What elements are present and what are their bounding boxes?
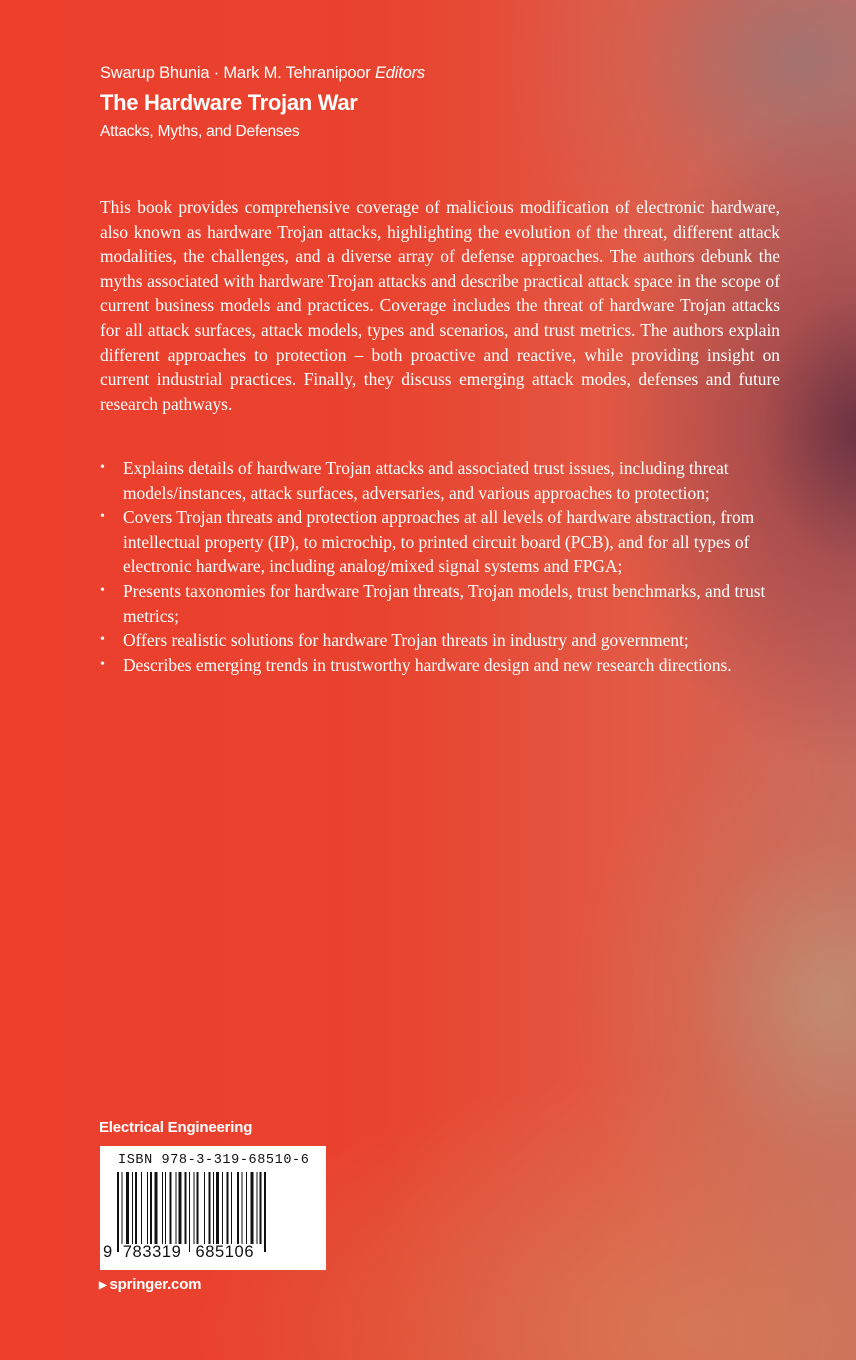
barcode-bar <box>170 1172 172 1244</box>
feature-text: Describes emerging trends in trustworthy hardware design and new research directions. <box>123 654 732 675</box>
publisher-link[interactable] <box>99 1276 201 1293</box>
barcode-bar <box>242 1172 243 1244</box>
feature-item <box>100 505 780 579</box>
barcode-bar <box>155 1172 158 1244</box>
barcode-bar <box>150 1172 152 1244</box>
feature-item <box>100 579 780 628</box>
authors-names: Swarup Bhunia · Mark M. Tehranipoor <box>100 64 371 82</box>
barcode-bar <box>135 1172 137 1244</box>
feature-item <box>100 456 780 505</box>
bullet-icon: • <box>100 460 105 475</box>
feature-item <box>100 653 780 678</box>
bullet-icon: • <box>100 509 105 525</box>
barcode-bar <box>165 1172 166 1244</box>
barcode-bar <box>176 1172 177 1244</box>
feature-text: Explains details of hardware Trojan attacks and associated trust issues, including threat models/instances, attack surfaces, adversaries, and various approaches to protection; <box>123 458 729 503</box>
barcode-bar <box>257 1172 258 1244</box>
barcode-bar <box>231 1172 232 1244</box>
barcode-bar <box>194 1172 195 1244</box>
cover-header <box>100 63 425 142</box>
barcode-bar <box>264 1172 266 1252</box>
barcode-digits <box>103 1243 254 1262</box>
feature-list <box>100 456 780 677</box>
bullet-icon: • <box>100 582 105 598</box>
isbn-label: ISBN 978-3-319-68510-6 <box>118 1153 310 1168</box>
barcode-bar <box>197 1172 199 1244</box>
barcode-bar <box>185 1172 187 1244</box>
barcode-bar <box>162 1172 163 1244</box>
book-title: The Hardware Trojan War <box>100 90 358 115</box>
feature-text: Covers Trojan threats and protection approaches at all levels of hardware abstraction, from intellectual property (IP), to microchip, to printed circuit board (PCB), and for all types of electronic hardware, including analog/mixed signal systems and FPGA; <box>123 507 755 577</box>
feature-item <box>100 628 780 653</box>
barcode-bar <box>117 1172 119 1252</box>
isbn-barcode <box>100 1146 326 1270</box>
subject-category: Electrical Engineering <box>99 1119 253 1136</box>
barcode-bar <box>179 1172 182 1244</box>
book-description: This book provides comprehensive coverage of malicious modification of electronic hardware, also known as hardware Trojan attacks, highlighting the evolution of the threat, different attack modalities, the challenges, and a diverse array of defense approaches. The authors debunk the myths associated with hardware Trojan attacks and describe practical attack space in the scope of current business models and practices. Coverage includes the threat of hardware Trojan attacks for all attack surfaces, attack models, types and scenarios, and trust metrics. The authors explain different approaches to protection – both proactive and reactive, while providing insight on current industrial practices. Finally, they discuss emerging attack modes, defenses and future research pathways. <box>100 197 780 414</box>
barcode-bar <box>189 1172 190 1252</box>
bullet-icon: • <box>100 656 105 672</box>
authors-role: Editors <box>374 64 425 82</box>
barcode-bar <box>222 1172 223 1244</box>
barcode-bar <box>209 1172 211 1244</box>
barcode-bar <box>132 1172 133 1244</box>
feature-text: Presents taxonomies for hardware Trojan threats, Trojan models, trust benchmarks, and trust metrics; <box>123 580 766 626</box>
barcode-bar <box>147 1172 148 1244</box>
barcode-bar <box>260 1172 262 1244</box>
barcode-bar <box>126 1172 129 1244</box>
barcode-bar <box>251 1172 254 1244</box>
barcode-bar <box>246 1172 247 1244</box>
barcode-bar <box>237 1172 239 1244</box>
arrow-right-icon: ▶ <box>99 1280 107 1291</box>
publisher-url: springer.com <box>109 1276 202 1293</box>
barcode-digit-group-left: 783319 <box>122 1243 182 1261</box>
bullet-icon: • <box>100 632 105 648</box>
book-subtitle: Attacks, Myths, and Defenses <box>100 123 300 140</box>
barcode-bar <box>213 1172 214 1244</box>
authors-line <box>100 63 425 83</box>
barcode-bar <box>216 1172 219 1244</box>
barcode-bar <box>122 1172 123 1244</box>
barcode-digit-group-right: 685106 <box>195 1243 255 1261</box>
barcode-bar <box>141 1172 142 1244</box>
feature-text: Offers realistic solutions for hardware Trojan threats in industry and government; <box>123 630 689 651</box>
barcode-bar <box>227 1172 229 1244</box>
barcode-digit-prefix: 9 <box>103 1243 113 1261</box>
barcode-bar <box>204 1172 205 1244</box>
